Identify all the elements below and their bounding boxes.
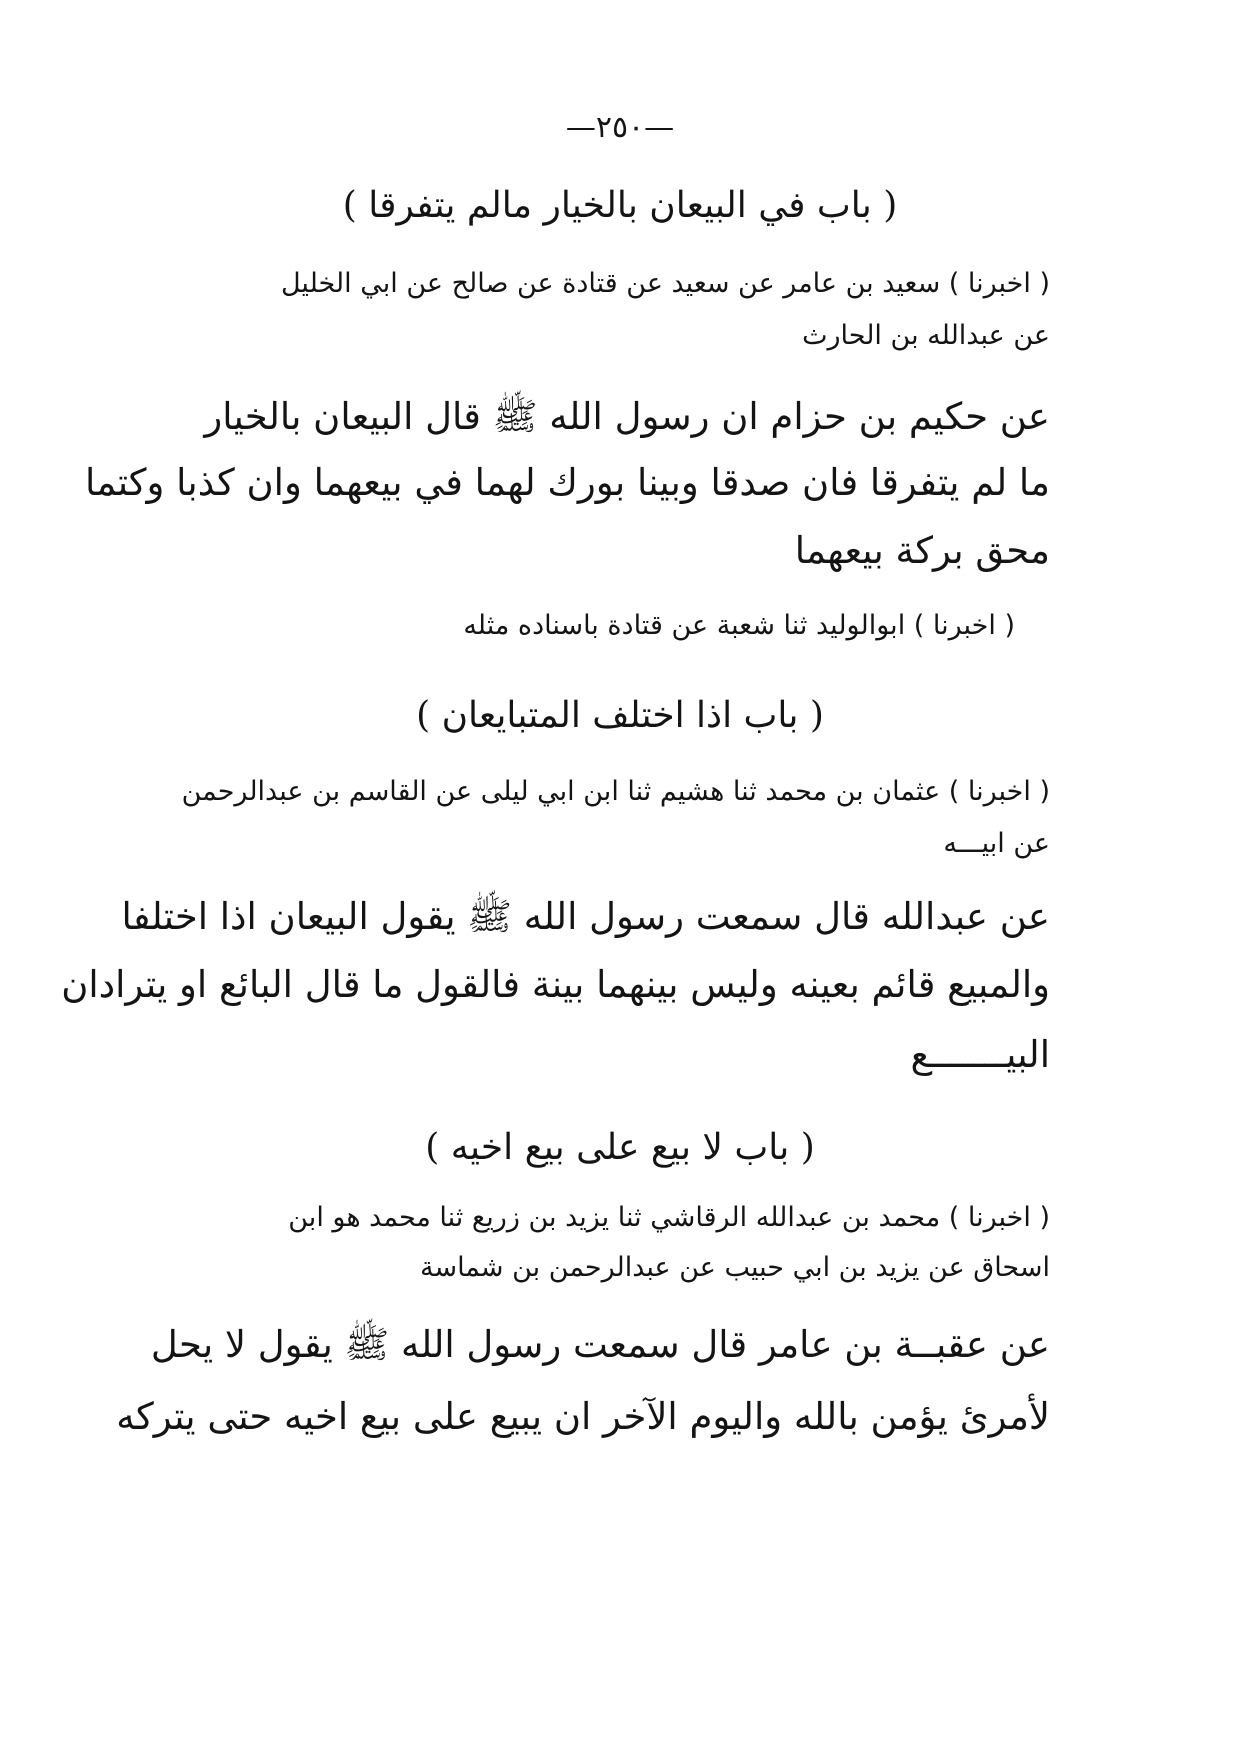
hadith-text-line: ما لم يتفرقا فان صدقا وبينا بورك لهما في بيعهما وان كذبا وكتما	[85, 461, 1050, 504]
isnad-line: اسحاق عن يزيد بن ابي حبيب عن عبدالرحمن بن شماسة	[419, 1252, 1050, 1283]
chapter-title: ( باب في البيعان بالخيار مالم يتفرقا )	[342, 185, 898, 226]
hadith-text-line: البيـــــــع	[910, 1033, 1050, 1076]
isnad-line: ( اخبرنا ) ابوالوليد ثنا شعبة عن قتادة باسناده مثله	[463, 610, 1015, 641]
hadith-text-line: عن حكيم بن حزام ان رسول الله ﷺ قال البيعان بالخيار	[204, 395, 1050, 438]
hadith-text-line: محق بركة بيعهما	[794, 529, 1050, 572]
isnad-line: ( اخبرنا ) سعيد بن عامر عن سعيد عن قتادة عن صالح عن ابي الخليل	[280, 268, 1050, 299]
isnad-line: ( اخبرنا ) عثمان بن محمد ثنا هشيم ثنا ابن ابي ليلى عن القاسم بن عبدالرحمن	[181, 776, 1050, 807]
isnad-line: عن ابيـــه	[943, 828, 1050, 859]
hadith-text-line: لأمرئ يؤمن بالله واليوم الآخر ان يبيع على بيع اخيه حتى يتركه	[116, 1395, 1050, 1438]
chapter-title: ( باب لا بيع على بيع اخيه )	[425, 1127, 815, 1168]
hadith-text-line: والمبيع قائم بعينه وليس بينهما بينة فالقول ما قال البائع او يترادان	[61, 963, 1050, 1006]
isnad-line: عن عبدالله بن الحارث	[802, 320, 1050, 351]
chapter-title: ( باب اذا اختلف المتبايعان )	[416, 695, 824, 736]
isnad-line: ( اخبرنا ) محمد بن عبدالله الرقاشي ثنا يزيد بن زريع ثنا محمد هو ابن	[288, 1202, 1050, 1233]
hadith-text-line: عن عبدالله قال سمعت رسول الله ﷺ يقول البيعان اذا اختلفا	[121, 895, 1050, 938]
page-number: —٢٥٠—	[565, 110, 675, 145]
hadith-text-line: عن عقبــة بن عامر قال سمعت رسول الله ﷺ يقول لا يحل	[150, 1323, 1050, 1366]
